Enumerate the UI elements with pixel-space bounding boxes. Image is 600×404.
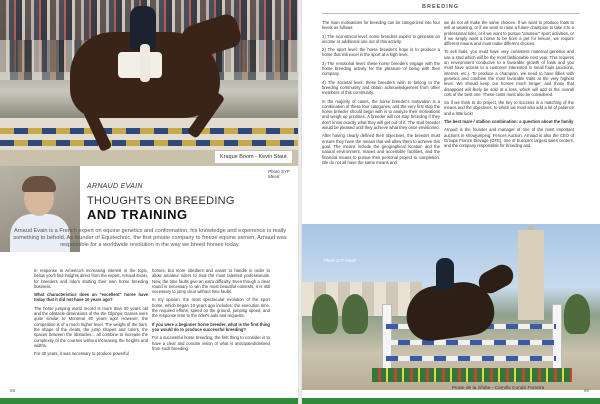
- paragraph: 3) The emotional level: these horse breeders engage with the horse breeding activity for the pleasure of being with their company.: [322, 60, 440, 77]
- rider-leg: [140, 44, 150, 82]
- paragraph: horses, but more obedient and easier to handle in order to allow amateur riders to rival the most talented professionals. Now, the time faults give an extra difficulty. Even though a clear round is necessary to win the most beautiful contests, it is still necessary to jump clear without time faults.: [152, 268, 270, 295]
- paragraph: 1) The economical level: some breeders expect to generate an income or additional one out of this activity.: [322, 33, 440, 44]
- subheading: The best mare / stallion combination: a question about the family: [444, 119, 574, 125]
- tree: [564, 294, 590, 334]
- tree: [342, 294, 368, 334]
- page-footer-bar: [302, 398, 600, 404]
- article-intro: Arnaud Evain is a French expert on equine genetics and conformation, his knowledge and experience is really something to behold. As founder of Equitechnic, the first private company to freeze equine semen, Arnaud was responsible for a worldwide revolution in the way we breed horses today.: [13, 228, 287, 248]
- section-header: BREEDING: [422, 4, 460, 10]
- page-number: 69: [584, 388, 590, 393]
- paragraph: The horse jumping world record is more than 30 years old and the obstacle dimensions of the the Olympic Games were quite similar to Montreal 40 years ago! However, the competition is of a much higher level. The weight of the bars, the shape of the cleats, the jump shapes and colors, the spaces between the obstacles... all combine to increase the complexity of the courses without increasing the heights and widths.: [34, 305, 148, 348]
- paragraph: For a successful horse breeding, the first thing to consider is to have a clear and concise vision of what is anticipated/desired from such breeding.: [152, 335, 270, 351]
- photo-caption: Pirate de la Ghitte - Camilla Condé Ferreira: [452, 386, 545, 391]
- paragraph: So if we think to do project, the key to success is a matching of the means and the objectives, to which we must also add a lot of patience and a little luck!: [444, 100, 574, 116]
- tree: [312, 294, 338, 334]
- photo-credit: Photo SYF Mead: [324, 258, 356, 263]
- article-title-line1: THOUGHTS ON BREEDING: [87, 195, 235, 207]
- interview-question: What characteristics does an "excellent" horse have today that it did not have 10 years ago?: [34, 292, 148, 303]
- paragraph: The main motivations for breeding can be categorized into four levels as follows:: [322, 20, 440, 31]
- jump-rail: [386, 356, 556, 361]
- left-column-2: [152, 268, 270, 354]
- paragraph: Arnaud is the founder and manager of one of the most important auctions in showjumping: Fences Auction. Arnaud is also the CEO of Groupe France Elevage (GFE), one of Europe's largest sales centers, and the company responsible for breeding and: [444, 127, 574, 149]
- paragraph: we do not all make the same choices. If we want to produce foals to sell at weaning, or if we want to raise a future champion to take it to a professional rider, or if we want to pursue "amateur" sport activities, or if we simply want a horse to be born a pet for leisure, we require different means and must make different choices.: [444, 20, 574, 47]
- portrait-hair: [22, 176, 56, 192]
- photo-credit: Photo SYF Mead: [268, 169, 290, 179]
- paragraph: In the majority of cases, the horse breeder's motivation is a combination of these four categories, and the very first step the horse breeder should begin with is to analyze their motivations and weigh up priorities. A breeder will not stop breeding if they don't know exactly what they will get out of it. The stud breeder would be pleased until they achieve what they once envisioned.: [322, 98, 440, 131]
- church-tower: [518, 230, 544, 320]
- interview-question: If you were a beginner horse breeder, what is the first thing you would do to produce successful breeding?: [152, 321, 270, 332]
- jump-rail-lower: [0, 140, 298, 146]
- left-page: [0, 0, 298, 404]
- right-column-2: [444, 20, 574, 152]
- paragraph: 2) The sport level: the horse breeder's hope is to produce a horse that will excel in the sport at a high level.: [322, 47, 440, 58]
- paragraph: In response to America's increasing interest in the topic, below you'll find insights direct from the expert, Arnaud Evain, for breeders and riders starting their own horse breeding business.: [34, 268, 148, 289]
- flower-box: [372, 368, 572, 382]
- article-title-line2: AND TRAINING: [87, 207, 188, 222]
- rider: [436, 258, 454, 290]
- paragraph: After having clearly defined their objectives, the breeder must ensure they have the means that will allow them to achieve this goal. The means include the geographical location and the natural environment, manes and accessible facilities, and the financial means to pursue their personal project to completion. We do not all have the same means and: [322, 133, 440, 165]
- section-divider: [322, 13, 580, 14]
- paragraph: 4) The societal level: these breeders wish to belong to the breeding community and obtain acknowledgement from other members of this community.: [322, 79, 440, 96]
- article-author: ARNAUD EVAIN: [87, 183, 143, 190]
- jump-rail: [0, 128, 298, 134]
- page-number: 68: [10, 388, 16, 393]
- paragraph: For 40 years, it was necessary to produce powerful: [34, 351, 129, 357]
- show-jumping-photo-2: [302, 224, 600, 390]
- paragraph: In my opinion, the most spectacular evolution of the sport horse, which began 10 years ago includes: the execution time, the required efforts, speed on the ground, jumping speed, and the response time to the rider's aids and requests.: [152, 297, 270, 319]
- jump-rail: [386, 340, 556, 345]
- left-column-1: [34, 268, 148, 359]
- show-jumping-photo: [0, 0, 298, 166]
- page-footer-bar: [0, 398, 298, 404]
- right-column-1: [322, 20, 440, 168]
- paragraph: To sell foals, you must have very consistent maternal genetics and use a stud which will be the most fashionable next year. This requires an environment conducive to a favorable growth of foals and you must have access to a customer interested in small foals (auctions, internet, etc.). To produce a champion, we need to have fillies with genetics and combine the most favorable traits at the very highest level. We should keep our horses much longer, and those that disappoint will likely be sold at a loss, which will add to the overall cost of the best one. These costs must also be considered.: [444, 49, 574, 97]
- photo-caption: Kraque Boom - Kevin Staut: [215, 151, 292, 163]
- right-page: [302, 0, 600, 404]
